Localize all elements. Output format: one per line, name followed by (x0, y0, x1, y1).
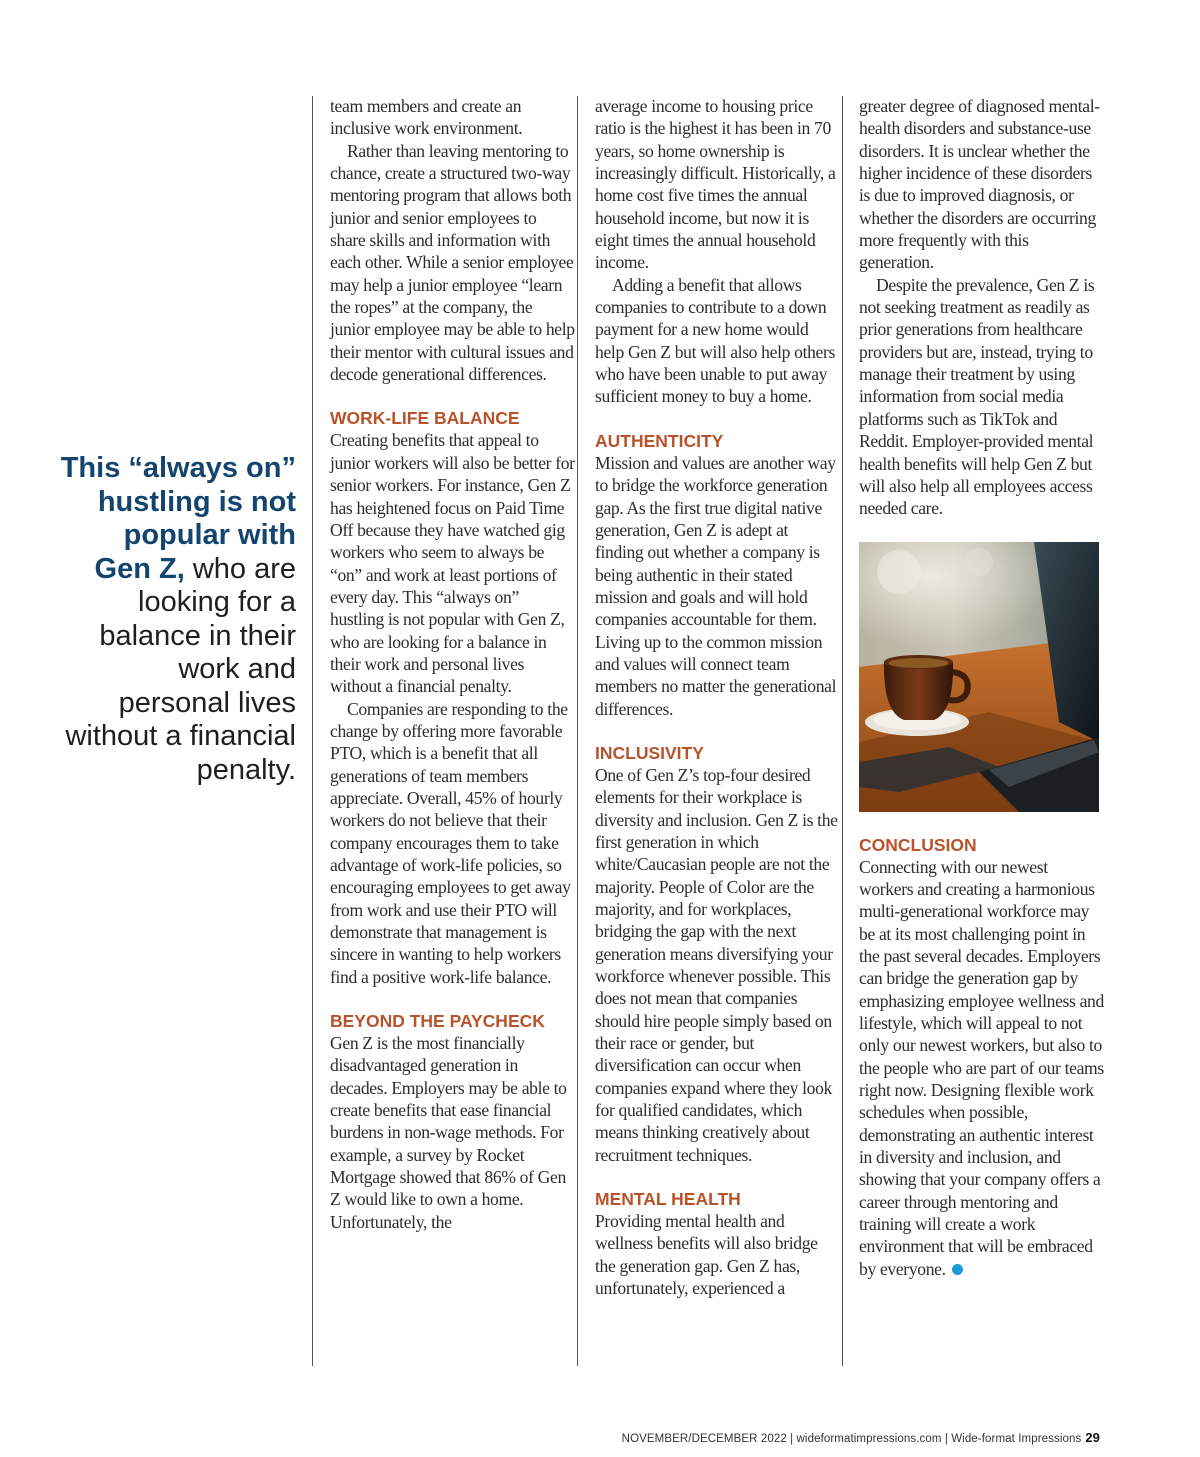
paragraph: greater degree of diagnosed mental-health disorders and substance-use disorders. It is unclear whether the higher incidence of these disorders is due to improved diagnosis, or whether the disorders are occurring more frequently with this generation. (859, 96, 1100, 273)
paragraph: Despite the prevalence, Gen Z is not seeking treatment as readily as prior generations from healthcare providers but are, instead, trying to manage their treatment by using information from social media platforms such as TikTok and Reddit. Employer-provided mental health benefits will help Gen Z but will also help all employees access needed care. (859, 274, 1095, 519)
article-column-2 (595, 95, 840, 1300)
coffee-laptop-photo (859, 542, 1099, 812)
end-of-article-dot-icon (952, 1264, 963, 1275)
column-rule (842, 96, 843, 1366)
section-heading-beyond-the-paycheck: BEYOND THE PAYCHECK (330, 1011, 545, 1032)
section-heading-conclusion: CONCLUSION (859, 834, 977, 855)
section-heading-work-life-balance: WORK-LIFE BALANCE (330, 408, 520, 429)
article-column-1 (330, 95, 575, 1233)
paragraph: Gen Z is the most financially disadvantaged generation in decades. Employers may be able to create benefits that ease financial burdens in non-wage methods. For example, a survey by Rocket Mortgage showed that 86% of Gen Z would like to own a home. Unfortunately, the (330, 1033, 567, 1232)
pull-quote-emphasis: This “always on” hustling is not popular with Gen Z, (60, 452, 296, 585)
paragraph: team members and create an inclusive work environment. (330, 96, 523, 139)
column-rule (312, 96, 313, 1366)
article-column-3 (859, 95, 1104, 1280)
paragraph: One of Gen Z’s top-four desired elements for their workplace is diversity and inclusion. Gen Z is the first generation in which white/Caucasian people are not the majority. People of Color are the majority, and for workplaces, bridging the gap with the next generation means diversifying your workforce whenever possible. This does not mean that companies should hire people simply based on their race or gender, but diversification can occur when companies expand where they look for qualified candidates, which means thinking creatively about recruitment techniques. (595, 764, 838, 1165)
footer-text: NOVEMBER/DECEMBER 2022 | wideformatimpressions.com | Wide-format Impressions (621, 1433, 1082, 1445)
column-rule (577, 96, 578, 1366)
paragraph: Mission and values are another way to bridge the workforce generation gap. As the first true digital native generation, Gen Z is adept at finding out whether a company is being authentic in their stated mission and goals and will hold companies accountable for them. Living up to the common mission and values will connect team members no matter the generational differences. (595, 452, 837, 719)
paragraph: Rather than leaving mentoring to chance, create a structured two-way mentoring program that allows both junior and senior employees to share skills and information with each other. While a senior employee may help a junior employee “learn the ropes” at the company, the junior employee may be able to help their mentor with cultural issues and decode generational differences. (330, 140, 575, 385)
paragraph: Creating benefits that appeal to junior workers will also be better for senior workers. For instance, Gen Z has heightened focus on Paid Time Off because they have watched gig workers who seem to always be “on” and work at least portions of every day. This “always on” hustling is not popular with Gen Z, who are looking for a balance in their work and personal lives without a financial penalty. (330, 430, 575, 697)
page-number: 29 (1085, 1430, 1100, 1445)
page-footer (622, 1430, 1100, 1445)
section-heading-mental-health: MENTAL HEALTH (595, 1189, 741, 1210)
section-heading-authenticity: AUTHENTICITY (595, 430, 724, 451)
pull-quote-text: who are looking for a balance in their work and personal lives without a financial penalty. (65, 552, 296, 786)
paragraph: Adding a benefit that allows companies to contribute to a down payment for a new home would help Gen Z but will also help others who have been unable to put away sufficient money to buy a home. (595, 274, 836, 407)
paragraph: Providing mental health and wellness benefits will also bridge the generation gap. Gen Z has, unfortunately, experienced a (595, 1211, 818, 1299)
paragraph-final (859, 856, 1104, 1281)
paragraph-text: Connecting with our newest workers and creating a harmonious multi-generational workforce may be at its most challenging point in the past several decades. Employers can bridge the generation gap by emphasizing employee wellness and lifestyle, which will appeal to not only our newest workers, but also to the people who are part of our teams right now. Designing flexible work schedules when possible, demonstrating an authentic interest in diversity and inclusion, and showing that your company offers a career through mentoring and training will create a work environment that will be embraced by everyone. (859, 856, 1104, 1279)
pull-quote (60, 452, 296, 787)
paragraph: average income to housing price ratio is the highest it has been in 70 years, so home ownership is increasingly difficult. Historically, a home cost five times the annual household income, but now it is eight times the annual household income. (595, 96, 836, 273)
paragraph: Companies are responding to the change by offering more favorable PTO, which is a benefit that all generations of team members appreciate. Overall, 45% of hourly workers do not believe that their company encourages them to take advantage of work-life policies, so encouraging employees to get away from work and use their PTO will demonstrate that management is sincere in wanting to help workers find a positive work-life balance. (330, 698, 571, 987)
section-heading-inclusivity: INCLUSIVITY (595, 742, 704, 763)
